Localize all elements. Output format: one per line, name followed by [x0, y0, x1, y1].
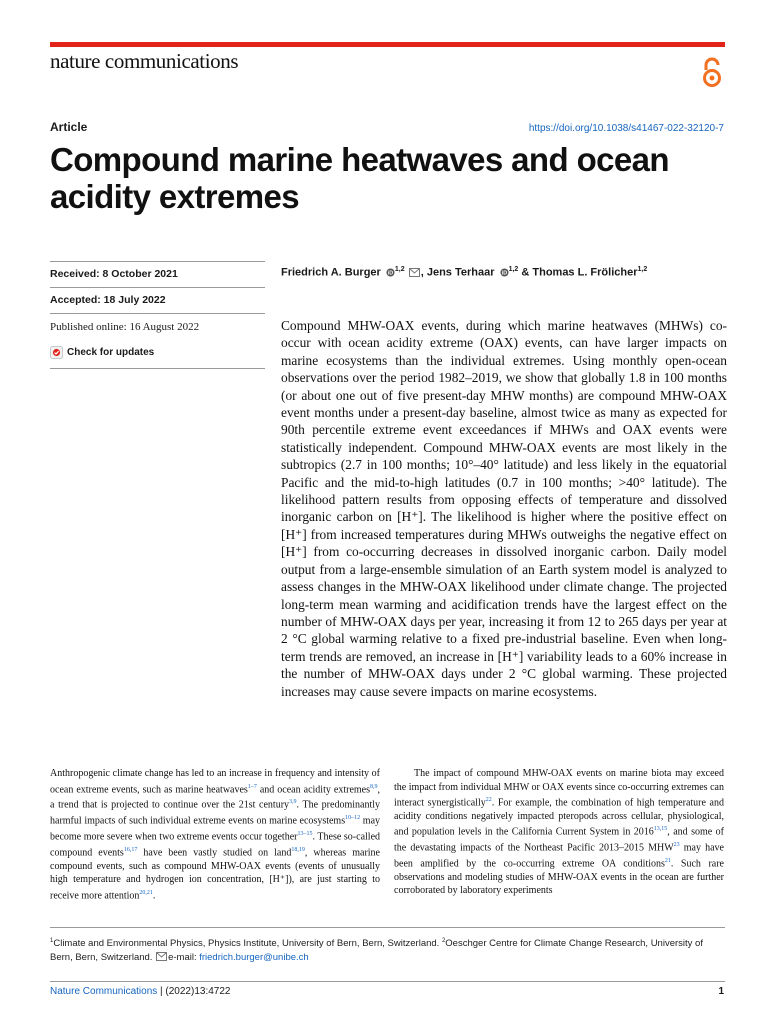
body-text-segment: may become more severe when two extreme events occur together — [50, 815, 381, 843]
orcid-icon[interactable] — [386, 268, 395, 277]
affiliation-text: Oeschger Centre for Climate Change Research, University of Bern, Bern, Switzerland. — [50, 938, 703, 964]
author-separator: , — [420, 266, 424, 279]
svg-text:iD: iD — [501, 270, 507, 277]
author-name[interactable]: Jens Terhaar — [426, 266, 495, 279]
footer-volume: | (2022)13:4722 — [157, 986, 231, 997]
citation-ref[interactable]: 21 — [664, 857, 671, 864]
footer-journal-link[interactable]: Nature Communications — [50, 986, 158, 997]
divider — [50, 287, 265, 288]
email-icon[interactable] — [409, 268, 420, 277]
body-text-segment: . Such rare observations and modeling studies of MHW-OAX events in the ocean are further corroborated by laboratory experiments — [394, 858, 724, 897]
citation-ref[interactable]: 10–12 — [345, 815, 361, 822]
body-text-segment: . — [152, 889, 156, 901]
check-updates-icon — [50, 346, 63, 359]
email-link[interactable]: friedrich.burger@unibe.ch — [199, 952, 309, 964]
citation-ref[interactable]: 8,9 — [370, 783, 378, 790]
citation-ref[interactable]: 18,19 — [291, 846, 305, 853]
page-number: 1 — [718, 986, 724, 997]
published-date: Published online: 16 August 2022 — [50, 321, 200, 333]
divider — [50, 981, 725, 982]
page-title: Compound marine heatwaves and ocean acidity extremes — [50, 141, 669, 215]
received-date: Received: 8 October 2021 — [50, 268, 178, 280]
email-icon — [156, 952, 167, 961]
affiliations — [50, 934, 725, 965]
citation-ref[interactable]: 22 — [485, 797, 492, 803]
divider — [50, 313, 265, 314]
orcid-icon[interactable] — [500, 268, 509, 277]
journal-name: nature communications — [50, 49, 239, 73]
body-text-segment: Anthropogenic climate change has led to an increase in frequency and intensity of ocean extreme events, such as marine heatwaves — [50, 768, 380, 795]
affiliation-number: 2 — [441, 938, 446, 944]
author-affiliation-ref: 1,2 — [508, 266, 519, 273]
body-text-segment: . The predominantly harmful impacts of such individual extreme events on marine ecosystems — [50, 799, 380, 827]
affiliation-number: 1 — [50, 938, 54, 944]
author-affiliation-ref: 1,2 — [637, 266, 648, 273]
accepted-date: Accepted: 18 July 2022 — [50, 294, 166, 306]
article-type: Article — [50, 120, 88, 134]
abstract: Compound MHW-OAX events, during which marine heatwaves (MHWs) co-occur with ocean acidity extreme (OAX) events, can have larger impacts on marine ecosystems than the individual extremes. Using monthly open-ocean observations over the period 1982–2019, we show that globally 1.8 in 100 months (or about one out of five present-day MHW months) are compound MHW-OAX event months under a present-day baseline, almost twice as many as expected for 90th percentile extreme event exceedances if MHWs and OAX events were statistically independent. Compound MHW-OAX events are most likely in the subtropics (2.7 in 100 months; 10°–40° latitude) and less likely in the equatorial Pacific and the mid-to-high latitudes (0.7 in 100 months; >40° latitude). The likelihood pattern results from opposing effects of temperature and dissolved inorganic carbon on [H⁺]. The likelihood is higher where the positive effect on [H⁺] from increased temperatures during MHWs outweighs the negative effect on [H⁺] from co-occurring decreases in dissolved inorganic carbon. Daily model output from a large-ensemble simulation of an Earth system model is analyzed to assess changes in the MHW-OAX likelihood under climate change. The projected long-term mean warming and acidification trends have the largest effect on the number of MHW-OAX days per year, increasing it from 12 to 265 days per year at 2 °C global warming relative to a fixed pre-industrial baseline. Even when long-term trends are removed, an increase in [H⁺] variability leads to a 60% increase in the number of MHW-OAX days under 2 °C global warming. These projected increases may cause severe impacts on marine ecosystems. — [281, 318, 727, 699]
check-for-updates-button[interactable] — [50, 346, 263, 359]
citation-ref[interactable]: 13–15 — [297, 830, 313, 837]
citation-ref[interactable]: 23 — [673, 842, 680, 849]
body-text-segment: and ocean acidity extremes — [256, 783, 370, 795]
body-text-segment: The impact of compound MHW-OAX events on marine biota may exceed the impact from individual MHW or OAX events since co-occurring extremes can interact synergistically — [394, 768, 724, 809]
open-access-icon[interactable] — [700, 56, 724, 88]
divider — [50, 927, 725, 928]
email-label: e-mail: — [168, 952, 200, 964]
citation-ref[interactable]: 13,15 — [653, 826, 668, 833]
check-for-updates-label: Check for updates — [67, 347, 155, 358]
footer-citation — [50, 986, 230, 997]
body-text-segment: , and some of the devastating impacts of the Northeast Pacific 2013–2015 MHW — [394, 826, 724, 854]
body-text-segment: , whereas marine compound events, such as compound MHW-OAX events (events of unusually high temperature and hydrogen ion concentration, [H⁺]), are just starting to receive more attention — [50, 847, 380, 901]
affiliation-text: Climate and Environmental Physics, Physics Institute, University of Bern, Bern, Switzerland. — [53, 938, 442, 950]
divider — [50, 368, 265, 369]
body-text-segment: may have been amplified by the co-occurring extreme OA conditions — [394, 842, 724, 870]
body-text-segment: have been vastly studied on land — [137, 847, 292, 859]
top-accent-rule — [50, 42, 725, 47]
author-list — [281, 266, 726, 279]
svg-text:iD: iD — [387, 270, 394, 277]
body-text-segment: , a trend that is projected to continue over the 21st century — [50, 783, 380, 811]
author-affiliation-ref: 1,2 — [394, 266, 405, 273]
body-text-segment: . For example, the combination of high temperature and acidity conditions negatively impacted pteropods across cellular, physiological, and population levels in the California Current System in 2016 — [394, 797, 724, 838]
author-separator: & — [521, 266, 530, 279]
author-name[interactable]: Friedrich A. Burger — [281, 266, 381, 279]
citation-ref[interactable]: 20,21 — [139, 889, 153, 896]
body-text-right — [394, 767, 724, 898]
body-text-left — [50, 767, 380, 902]
citation-ref[interactable]: 1–7 — [247, 783, 257, 790]
doi-link[interactable]: https://doi.org/10.1038/s41467-022-32120-7 — [528, 123, 724, 134]
divider — [50, 261, 265, 262]
citation-ref[interactable]: 3,9 — [289, 799, 297, 806]
citation-ref[interactable]: 16,17 — [123, 846, 138, 853]
author-name[interactable]: Thomas L. Frölicher — [532, 266, 638, 279]
body-text-segment: . These so-called compound events — [50, 831, 381, 859]
